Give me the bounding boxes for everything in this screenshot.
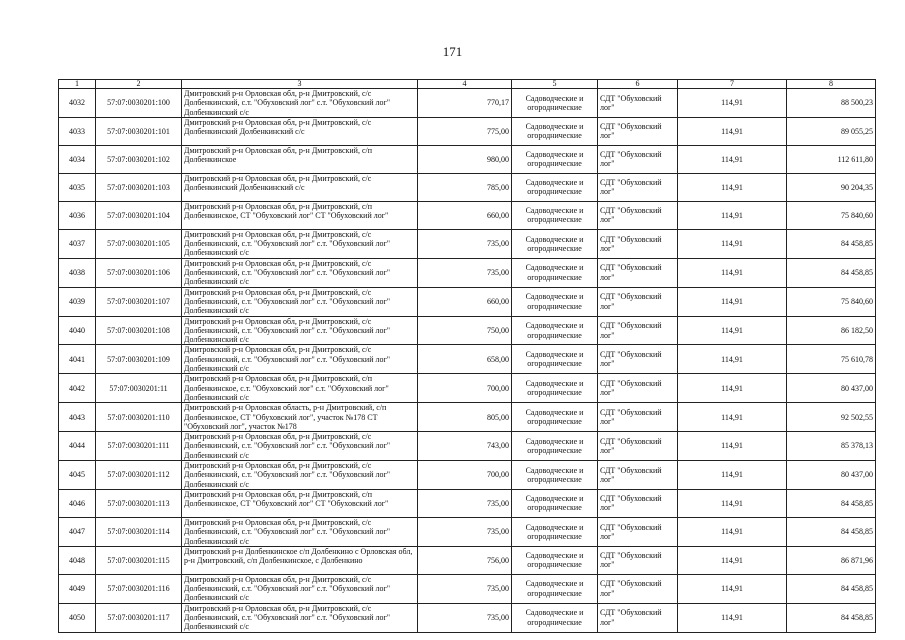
rate-cell: 114,91: [678, 173, 787, 201]
row-number-cell: 4042: [59, 374, 96, 403]
owner-cell: СДТ "Обуховский лог": [598, 117, 678, 145]
cadastral-number-cell: 57:07:0030201:108: [96, 316, 182, 345]
column-header: 4: [418, 80, 512, 89]
owner-cell: СДТ "Обуховский лог": [598, 173, 678, 201]
area-cell: 660,00: [418, 287, 512, 316]
owner-cell: СДТ "Обуховский лог": [598, 145, 678, 173]
owner-cell: СДТ "Обуховский лог": [598, 89, 678, 118]
table-row: [59, 403, 876, 432]
cadastral-number-cell: 57:07:0030201:100: [96, 89, 182, 118]
row-number-cell: 4032: [59, 89, 96, 118]
table-row: [59, 574, 876, 603]
cadastral-value-cell: 75 610,78: [787, 345, 876, 374]
address-cell: Дмитровский р-н Орловская обл, р-н Дмитровский, с/с Долбенкинский, с.т. "Обуховский лог" с.т. "Обуховский лог" Долбенкинский с/с: [182, 517, 418, 546]
row-number-cell: 4050: [59, 603, 96, 632]
row-number-cell: 4045: [59, 461, 96, 490]
area-cell: 658,00: [418, 345, 512, 374]
purpose-cell: Садоводческие и огороднические: [512, 489, 598, 517]
cadastral-value-cell: 92 502,55: [787, 403, 876, 432]
row-number-cell: 4048: [59, 546, 96, 574]
rate-cell: 114,91: [678, 574, 787, 603]
cadastral-number-cell: 57:07:0030201:11: [96, 374, 182, 403]
area-cell: 980,00: [418, 145, 512, 173]
rate-cell: 114,91: [678, 374, 787, 403]
purpose-cell: Садоводческие и огороднические: [512, 287, 598, 316]
purpose-cell: Садоводческие и огороднические: [512, 201, 598, 229]
area-cell: 735,00: [418, 574, 512, 603]
cadastral-value-cell: 85 378,13: [787, 432, 876, 461]
table-row: [59, 461, 876, 490]
cadastral-number-cell: 57:07:0030201:112: [96, 461, 182, 490]
purpose-cell: Садоводческие и огороднические: [512, 89, 598, 118]
purpose-cell: Садоводческие и огороднические: [512, 117, 598, 145]
owner-cell: СДТ "Обуховский лог": [598, 345, 678, 374]
address-cell: Дмитровский р-н Орловская обл, р-н Дмитровский, с/с Долбенкинский, с.т. "Обуховский лог" с.т. "Обуховский лог" Долбенкинский с/с: [182, 603, 418, 632]
area-cell: 700,00: [418, 374, 512, 403]
row-number-cell: 4033: [59, 117, 96, 145]
address-cell: Дмитровский р-н Орловская обл, р-н Дмитровский, с/с Долбенкинский, с.т. "Обуховский лог" с.т. "Обуховский лог" Долбенкинский с/с: [182, 461, 418, 490]
area-cell: 735,00: [418, 258, 512, 287]
address-cell: Дмитровский р-н Орловская обл, р-н Дмитровский, с/п Долбенкинское, СТ "Обуховский лог" СТ "Обуховский лог": [182, 201, 418, 229]
header-row: [59, 80, 876, 89]
area-cell: 785,00: [418, 173, 512, 201]
cadastral-value-cell: 80 437,00: [787, 374, 876, 403]
rate-cell: 114,91: [678, 603, 787, 632]
row-number-cell: 4035: [59, 173, 96, 201]
row-number-cell: 4038: [59, 258, 96, 287]
row-number-cell: 4046: [59, 489, 96, 517]
row-number-cell: 4040: [59, 316, 96, 345]
cadastral-value-cell: 88 500,23: [787, 89, 876, 118]
cadastral-number-cell: 57:07:0030201:116: [96, 574, 182, 603]
cadastral-number-cell: 57:07:0030201:113: [96, 489, 182, 517]
column-header: 2: [96, 80, 182, 89]
cadastral-value-cell: 89 055,25: [787, 117, 876, 145]
address-cell: Дмитровский р-н Орловская обл, р-н Дмитровский, с/с Долбенкинский, с.т. "Обуховский лог" с.т. "Обуховский лог" Долбенкинский с/с: [182, 258, 418, 287]
rate-cell: 114,91: [678, 345, 787, 374]
purpose-cell: Садоводческие и огороднические: [512, 258, 598, 287]
cadastral-value-cell: 86 871,96: [787, 546, 876, 574]
area-cell: 700,00: [418, 461, 512, 490]
table-row: [59, 345, 876, 374]
row-number-cell: 4043: [59, 403, 96, 432]
rate-cell: 114,91: [678, 517, 787, 546]
row-number-cell: 4037: [59, 229, 96, 258]
table-row: [59, 489, 876, 517]
address-cell: Дмитровский р-н Орловская обл, р-н Дмитровский, с/п Долбенкинское: [182, 145, 418, 173]
purpose-cell: Садоводческие и огороднические: [512, 345, 598, 374]
column-header: 1: [59, 80, 96, 89]
table-row: [59, 173, 876, 201]
rate-cell: 114,91: [678, 403, 787, 432]
cadastral-number-cell: 57:07:0030201:111: [96, 432, 182, 461]
table-row: [59, 603, 876, 632]
cadastral-number-cell: 57:07:0030201:101: [96, 117, 182, 145]
row-number-cell: 4036: [59, 201, 96, 229]
row-number-cell: 4034: [59, 145, 96, 173]
cadastral-value-cell: 112 611,80: [787, 145, 876, 173]
purpose-cell: Садоводческие и огороднические: [512, 173, 598, 201]
cadastral-number-cell: 57:07:0030201:109: [96, 345, 182, 374]
purpose-cell: Садоводческие и огороднические: [512, 316, 598, 345]
owner-cell: СДТ "Обуховский лог": [598, 461, 678, 490]
address-cell: Дмитровский р-н Орловская обл, р-н Дмитровский, с/п Долбенкинское, с.т. "Обуховский лог" с.т. "Обуховский лог" Долбенкинский с/с: [182, 374, 418, 403]
column-header: 3: [182, 80, 418, 89]
cadastral-value-cell: 84 458,85: [787, 517, 876, 546]
area-cell: 735,00: [418, 603, 512, 632]
column-header: 5: [512, 80, 598, 89]
purpose-cell: Садоводческие и огороднические: [512, 374, 598, 403]
cadastral-value-cell: 75 840,60: [787, 287, 876, 316]
table-row: [59, 374, 876, 403]
purpose-cell: Садоводческие и огороднические: [512, 145, 598, 173]
area-cell: 805,00: [418, 403, 512, 432]
column-header: 8: [787, 80, 876, 89]
address-cell: Дмитровский р-н Орловская обл, р-н Дмитровский, с/с Долбенкинский, с.т. "Обуховский лог" с.т. "Обуховский лог" Долбенкинский с/с: [182, 432, 418, 461]
cadastral-value-cell: 75 840,60: [787, 201, 876, 229]
table-row: [59, 117, 876, 145]
table-row: [59, 258, 876, 287]
purpose-cell: Садоводческие и огороднические: [512, 432, 598, 461]
owner-cell: СДТ "Обуховский лог": [598, 201, 678, 229]
address-cell: Дмитровский р-н Орловская область, р-н Дмитровский, с/п Долбенкинское, СТ "Обуховский лог", участок №178 СТ "Обуховский лог", участок №178: [182, 403, 418, 432]
owner-cell: СДТ "Обуховский лог": [598, 603, 678, 632]
land-plot-table: [58, 79, 876, 633]
owner-cell: СДТ "Обуховский лог": [598, 258, 678, 287]
purpose-cell: Садоводческие и огороднические: [512, 603, 598, 632]
row-number-cell: 4039: [59, 287, 96, 316]
purpose-cell: Садоводческие и огороднические: [512, 229, 598, 258]
cadastral-number-cell: 57:07:0030201:106: [96, 258, 182, 287]
rate-cell: 114,91: [678, 432, 787, 461]
owner-cell: СДТ "Обуховский лог": [598, 229, 678, 258]
address-cell: Дмитровский р-н Орловская обл, р-н Дмитровский, с/п Долбенкинское, СТ "Обуховский лог" СТ "Обуховский лог": [182, 489, 418, 517]
address-cell: Дмитровский р-н Орловская обл, р-н Дмитровский, с/с Долбенкинский Долбенкинский с/с: [182, 173, 418, 201]
rate-cell: 114,91: [678, 117, 787, 145]
cadastral-value-cell: 84 458,85: [787, 258, 876, 287]
row-number-cell: 4047: [59, 517, 96, 546]
cadastral-value-cell: 80 437,00: [787, 461, 876, 490]
owner-cell: СДТ "Обуховский лог": [598, 316, 678, 345]
owner-cell: СДТ "Обуховский лог": [598, 574, 678, 603]
row-number-cell: 4044: [59, 432, 96, 461]
table-row: [59, 287, 876, 316]
purpose-cell: Садоводческие и огороднические: [512, 517, 598, 546]
cadastral-number-cell: 57:07:0030201:117: [96, 603, 182, 632]
rate-cell: 114,91: [678, 489, 787, 517]
address-cell: Дмитровский р-н Орловская обл, р-н Дмитровский, с/с Долбенкинский, с.т. "Обуховский лог" с.т. "Обуховский лог" Долбенкинский с/с: [182, 287, 418, 316]
area-cell: 735,00: [418, 517, 512, 546]
rate-cell: 114,91: [678, 229, 787, 258]
owner-cell: СДТ "Обуховский лог": [598, 403, 678, 432]
rate-cell: 114,91: [678, 258, 787, 287]
area-cell: 756,00: [418, 546, 512, 574]
area-cell: 743,00: [418, 432, 512, 461]
table-row: [59, 229, 876, 258]
address-cell: Дмитровский р-н Орловская обл, р-н Дмитровский, с/с Долбенкинский, с.т. "Обуховский лог" с.т. "Обуховский лог" Долбенкинский с/с: [182, 229, 418, 258]
table-row: [59, 316, 876, 345]
cadastral-value-cell: 90 204,35: [787, 173, 876, 201]
owner-cell: СДТ "Обуховский лог": [598, 517, 678, 546]
address-cell: Дмитровский р-н Орловская обл, р-н Дмитровский, с/с Долбенкинский, с.т. "Обуховский лог" с.т. "Обуховский лог" Долбенкинский с/с: [182, 316, 418, 345]
purpose-cell: Садоводческие и огороднические: [512, 574, 598, 603]
area-cell: 735,00: [418, 489, 512, 517]
owner-cell: СДТ "Обуховский лог": [598, 489, 678, 517]
cadastral-value-cell: 86 182,50: [787, 316, 876, 345]
purpose-cell: Садоводческие и огороднические: [512, 546, 598, 574]
rate-cell: 114,91: [678, 89, 787, 118]
owner-cell: СДТ "Обуховский лог": [598, 546, 678, 574]
rate-cell: 114,91: [678, 546, 787, 574]
cadastral-value-cell: 84 458,85: [787, 489, 876, 517]
area-cell: 660,00: [418, 201, 512, 229]
table-row: [59, 432, 876, 461]
cadastral-number-cell: 57:07:0030201:114: [96, 517, 182, 546]
cadastral-number-cell: 57:07:0030201:110: [96, 403, 182, 432]
cadastral-number-cell: 57:07:0030201:115: [96, 546, 182, 574]
page-number: 171: [442, 44, 463, 59]
table-row: [59, 201, 876, 229]
purpose-cell: Садоводческие и огороднические: [512, 403, 598, 432]
owner-cell: СДТ "Обуховский лог": [598, 432, 678, 461]
address-cell: Дмитровский р-н Орловская обл, р-н Дмитровский, с/с Долбенкинский, с.т. "Обуховский лог" с.т. "Обуховский лог" Долбенкинский с/с: [182, 89, 418, 118]
table-row: [59, 89, 876, 118]
area-cell: 770,17: [418, 89, 512, 118]
address-cell: Дмитровский р-н Орловская обл, р-н Дмитровский, с/с Долбенкинский Долбенкинский с/с: [182, 117, 418, 145]
rate-cell: 114,91: [678, 461, 787, 490]
rate-cell: 114,91: [678, 201, 787, 229]
cadastral-value-cell: 84 458,85: [787, 574, 876, 603]
owner-cell: СДТ "Обуховский лог": [598, 374, 678, 403]
cadastral-number-cell: 57:07:0030201:104: [96, 201, 182, 229]
table-row: [59, 145, 876, 173]
area-cell: 735,00: [418, 229, 512, 258]
rate-cell: 114,91: [678, 316, 787, 345]
cadastral-value-cell: 84 458,85: [787, 229, 876, 258]
address-cell: Дмитровский р-н Долбенкинское с/п Долбенкино с Орловская обл, р-н Дмитровский, с/п Долбенкинское, с Долбенкино: [182, 546, 418, 574]
column-header: 7: [678, 80, 787, 89]
cadastral-number-cell: 57:07:0030201:102: [96, 145, 182, 173]
cadastral-value-cell: 84 458,85: [787, 603, 876, 632]
area-cell: 750,00: [418, 316, 512, 345]
address-cell: Дмитровский р-н Орловская обл, р-н Дмитровский, с/с Долбенкинский, с.т. "Обуховский лог" с.т. "Обуховский лог" Долбенкинский с/с: [182, 574, 418, 603]
row-number-cell: 4041: [59, 345, 96, 374]
owner-cell: СДТ "Обуховский лог": [598, 287, 678, 316]
cadastral-number-cell: 57:07:0030201:107: [96, 287, 182, 316]
row-number-cell: 4049: [59, 574, 96, 603]
column-header: 6: [598, 80, 678, 89]
cadastral-number-cell: 57:07:0030201:105: [96, 229, 182, 258]
area-cell: 775,00: [418, 117, 512, 145]
rate-cell: 114,91: [678, 145, 787, 173]
table-row: [59, 546, 876, 574]
table-row: [59, 517, 876, 546]
cadastral-number-cell: 57:07:0030201:103: [96, 173, 182, 201]
address-cell: Дмитровский р-н Орловская обл, р-н Дмитровский, с/с Долбенкинский, с.т. "Обуховский лог" с.т. "Обуховский лог" Долбенкинский с/с: [182, 345, 418, 374]
rate-cell: 114,91: [678, 287, 787, 316]
purpose-cell: Садоводческие и огороднические: [512, 461, 598, 490]
